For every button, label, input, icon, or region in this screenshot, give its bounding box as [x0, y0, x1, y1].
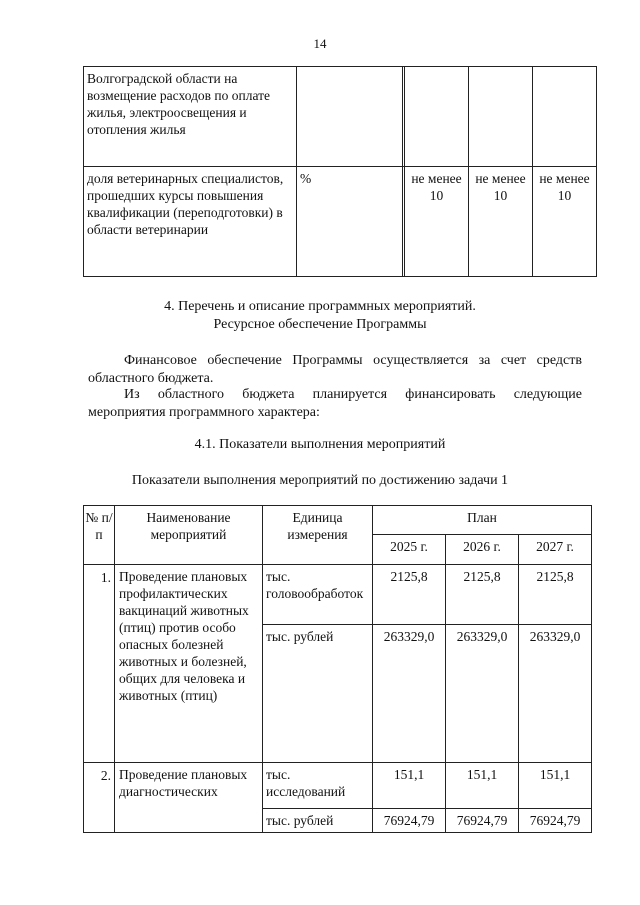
column-header-plan: План: [373, 506, 592, 535]
column-header-year: 2026 г.: [446, 535, 519, 565]
row-number: 1.: [84, 565, 115, 763]
table-title: Показатели выполнения мероприятий по достижению задачи 1: [131, 473, 509, 488]
measure-unit: тыс. исследований: [263, 763, 373, 809]
measure-value: 263329,0: [446, 625, 519, 763]
paragraph: Из областного бюджета планируется финансировать следующие мероприятия программного характера:: [88, 387, 582, 420]
subsection-heading: 4.1. Показатели выполнения мероприятий: [194, 437, 446, 452]
measure-unit: тыс. рублей: [263, 625, 373, 763]
indicator-value: не менее 10: [469, 167, 533, 277]
section-heading: 4. Перечень и описание программных мероприятий.: [164, 299, 476, 314]
measure-value: 76924,79: [519, 809, 592, 833]
paragraph: Финансовое обеспечение Программы осуществляется за счет средств областного бюджета.: [88, 353, 582, 386]
measure-value: 151,1: [446, 763, 519, 809]
measure-name: Проведение плановых диагностических: [115, 763, 263, 833]
indicators-table: [83, 66, 597, 277]
measure-value: 76924,79: [446, 809, 519, 833]
measure-value: 2125,8: [519, 565, 592, 625]
column-header-unit: Единица измерения: [263, 506, 373, 565]
table-row: [84, 67, 597, 167]
indicator-value: не менее 10: [405, 167, 469, 277]
column-header-year: 2025 г.: [373, 535, 446, 565]
measure-unit: тыс. рублей: [263, 809, 373, 833]
measure-value: 151,1: [373, 763, 446, 809]
indicator-value: [469, 67, 533, 167]
measure-value: 2125,8: [446, 565, 519, 625]
measure-value: 151,1: [519, 763, 592, 809]
row-number: 2.: [84, 763, 115, 833]
table-row: [84, 167, 597, 277]
measure-unit: тыс. головообработок: [263, 565, 373, 625]
table-header-row: [84, 506, 592, 535]
indicator-name: Волгоградской области на возмещение расходов по оплате жилья, электроосвещения и отопления жилья: [84, 67, 297, 167]
measure-value: 263329,0: [373, 625, 446, 763]
measure-name: Проведение плановых профилактических вакцинаций животных (птиц) против особо опасных болезней животных и болезней, общих для человека и животных (птиц): [115, 565, 263, 763]
measure-value: 76924,79: [373, 809, 446, 833]
indicator-value: не менее 10: [533, 167, 597, 277]
indicator-name: доля ветеринарных специалистов, прошедших курсы повышения квалификации (переподготовки) в области ветеринарии: [84, 167, 297, 277]
measure-value: 2125,8: [373, 565, 446, 625]
table-row: [84, 565, 592, 625]
indicator-unit: [297, 67, 403, 167]
indicator-value: [405, 67, 469, 167]
section-subheading: Ресурсное обеспечение Программы: [213, 317, 427, 332]
column-header-year: 2027 г.: [519, 535, 592, 565]
table-row: [84, 763, 592, 809]
column-header-name: Наименование мероприятий: [115, 506, 263, 565]
indicator-value: [533, 67, 597, 167]
column-header-number: № п/п: [84, 506, 115, 565]
indicator-unit: %: [297, 167, 403, 277]
page-number: 14: [313, 36, 327, 51]
measure-value: 263329,0: [519, 625, 592, 763]
measures-table: [83, 505, 592, 833]
